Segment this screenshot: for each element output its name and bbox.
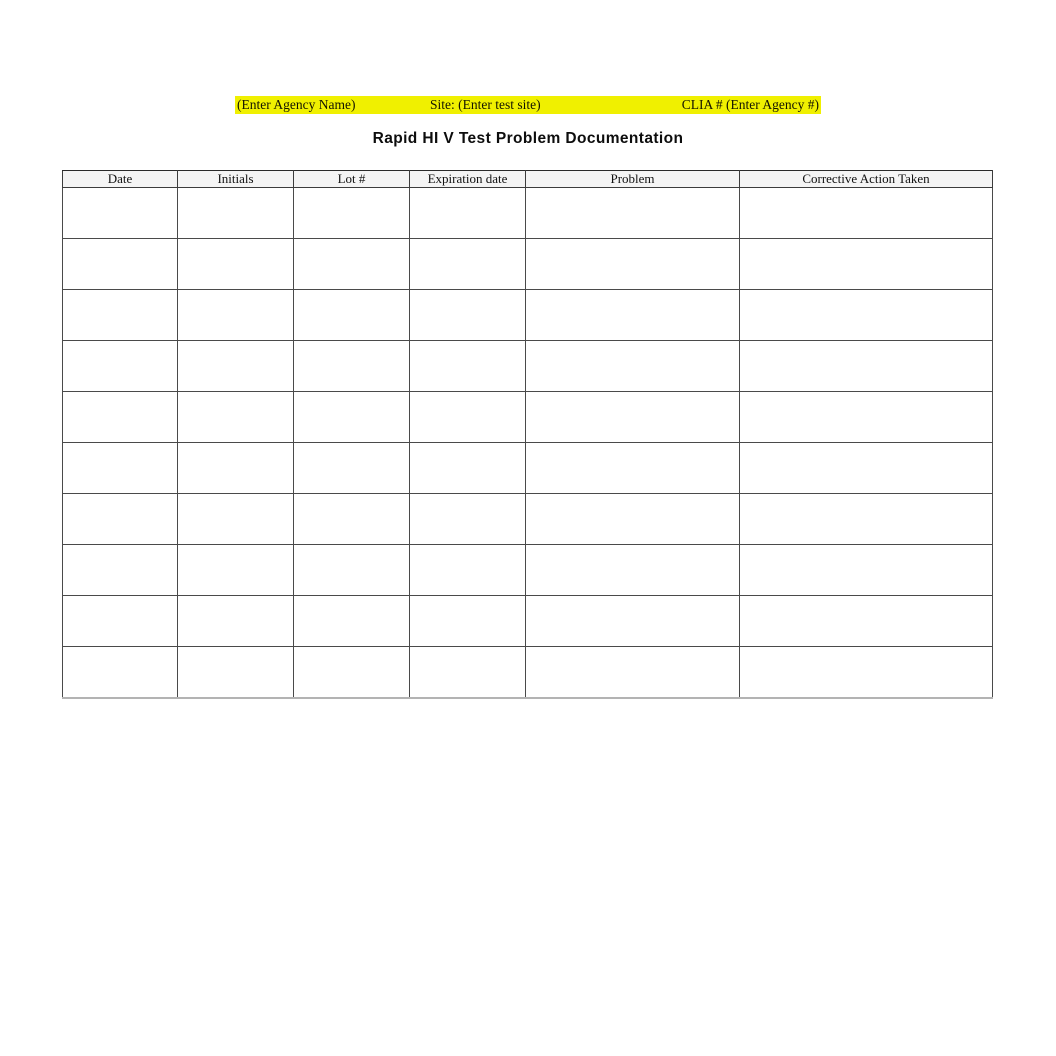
table-cell[interactable] xyxy=(294,290,410,341)
agency-name-placeholder: (Enter Agency Name) xyxy=(237,97,356,112)
column-header-expiration-date: Expiration date xyxy=(410,171,526,188)
table-cell[interactable] xyxy=(740,647,993,699)
column-header-lot-number: Lot # xyxy=(294,171,410,188)
column-header-initials: Initials xyxy=(178,171,294,188)
table-header-row xyxy=(63,171,993,188)
table-cell[interactable] xyxy=(63,494,178,545)
table-cell[interactable] xyxy=(526,239,740,290)
table-cell[interactable] xyxy=(294,647,410,699)
table-cell[interactable] xyxy=(294,188,410,239)
problem-documentation-table xyxy=(62,170,993,699)
table-cell[interactable] xyxy=(178,545,294,596)
table-cell[interactable] xyxy=(740,545,993,596)
table-cell[interactable] xyxy=(294,341,410,392)
table-cell[interactable] xyxy=(178,188,294,239)
clia-number-placeholder: CLIA # (Enter Agency #) xyxy=(681,97,819,112)
table-cell[interactable] xyxy=(740,443,993,494)
table-cell[interactable] xyxy=(526,188,740,239)
table-row xyxy=(63,290,993,341)
table-cell[interactable] xyxy=(740,239,993,290)
table-cell[interactable] xyxy=(526,596,740,647)
table-cell[interactable] xyxy=(740,188,993,239)
table-row xyxy=(63,545,993,596)
table-row xyxy=(63,239,993,290)
table-cell[interactable] xyxy=(740,596,993,647)
table-cell[interactable] xyxy=(63,545,178,596)
table-row xyxy=(63,596,993,647)
header-highlight-bar xyxy=(235,96,821,114)
table-cell[interactable] xyxy=(178,443,294,494)
table-cell[interactable] xyxy=(178,290,294,341)
table-row xyxy=(63,188,993,239)
table-row xyxy=(63,647,993,699)
table-cell[interactable] xyxy=(526,341,740,392)
table-row xyxy=(63,443,993,494)
table-cell[interactable] xyxy=(294,545,410,596)
table-cell[interactable] xyxy=(294,239,410,290)
page-title: Rapid HI V Test Problem Documentation xyxy=(372,130,684,147)
table-cell[interactable] xyxy=(294,596,410,647)
table-cell[interactable] xyxy=(178,239,294,290)
table-cell[interactable] xyxy=(740,341,993,392)
column-header-problem: Problem xyxy=(526,171,740,188)
table-cell[interactable] xyxy=(526,545,740,596)
table-cell[interactable] xyxy=(410,239,526,290)
table-row xyxy=(63,494,993,545)
table-cell[interactable] xyxy=(410,494,526,545)
table-cell[interactable] xyxy=(178,494,294,545)
table-cell[interactable] xyxy=(63,239,178,290)
table-cell[interactable] xyxy=(526,392,740,443)
table-row xyxy=(63,341,993,392)
table-cell[interactable] xyxy=(410,596,526,647)
table-cell[interactable] xyxy=(294,494,410,545)
table-cell[interactable] xyxy=(178,341,294,392)
table-cell[interactable] xyxy=(63,341,178,392)
table-cell[interactable] xyxy=(740,494,993,545)
table-cell[interactable] xyxy=(526,443,740,494)
table-cell[interactable] xyxy=(740,392,993,443)
table-cell[interactable] xyxy=(410,392,526,443)
table-cell[interactable] xyxy=(63,647,178,699)
table-cell[interactable] xyxy=(63,188,178,239)
column-header-date: Date xyxy=(63,171,178,188)
table-cell[interactable] xyxy=(178,596,294,647)
table-cell[interactable] xyxy=(410,647,526,699)
table-cell[interactable] xyxy=(63,392,178,443)
table-cell[interactable] xyxy=(178,392,294,443)
table-cell[interactable] xyxy=(63,443,178,494)
table-cell[interactable] xyxy=(526,290,740,341)
table-cell[interactable] xyxy=(410,341,526,392)
table-cell[interactable] xyxy=(410,290,526,341)
table-cell[interactable] xyxy=(178,647,294,699)
table-cell[interactable] xyxy=(294,392,410,443)
test-site-placeholder: Site: (Enter test site) xyxy=(430,97,541,112)
table-row xyxy=(63,392,993,443)
table-cell[interactable] xyxy=(63,290,178,341)
table-cell[interactable] xyxy=(526,647,740,699)
table-cell[interactable] xyxy=(526,494,740,545)
table-cell[interactable] xyxy=(63,596,178,647)
column-header-corrective-action: Corrective Action Taken xyxy=(740,171,993,188)
table-cell[interactable] xyxy=(410,443,526,494)
table-cell[interactable] xyxy=(410,545,526,596)
table-cell[interactable] xyxy=(740,290,993,341)
table-cell[interactable] xyxy=(410,188,526,239)
table-cell[interactable] xyxy=(294,443,410,494)
